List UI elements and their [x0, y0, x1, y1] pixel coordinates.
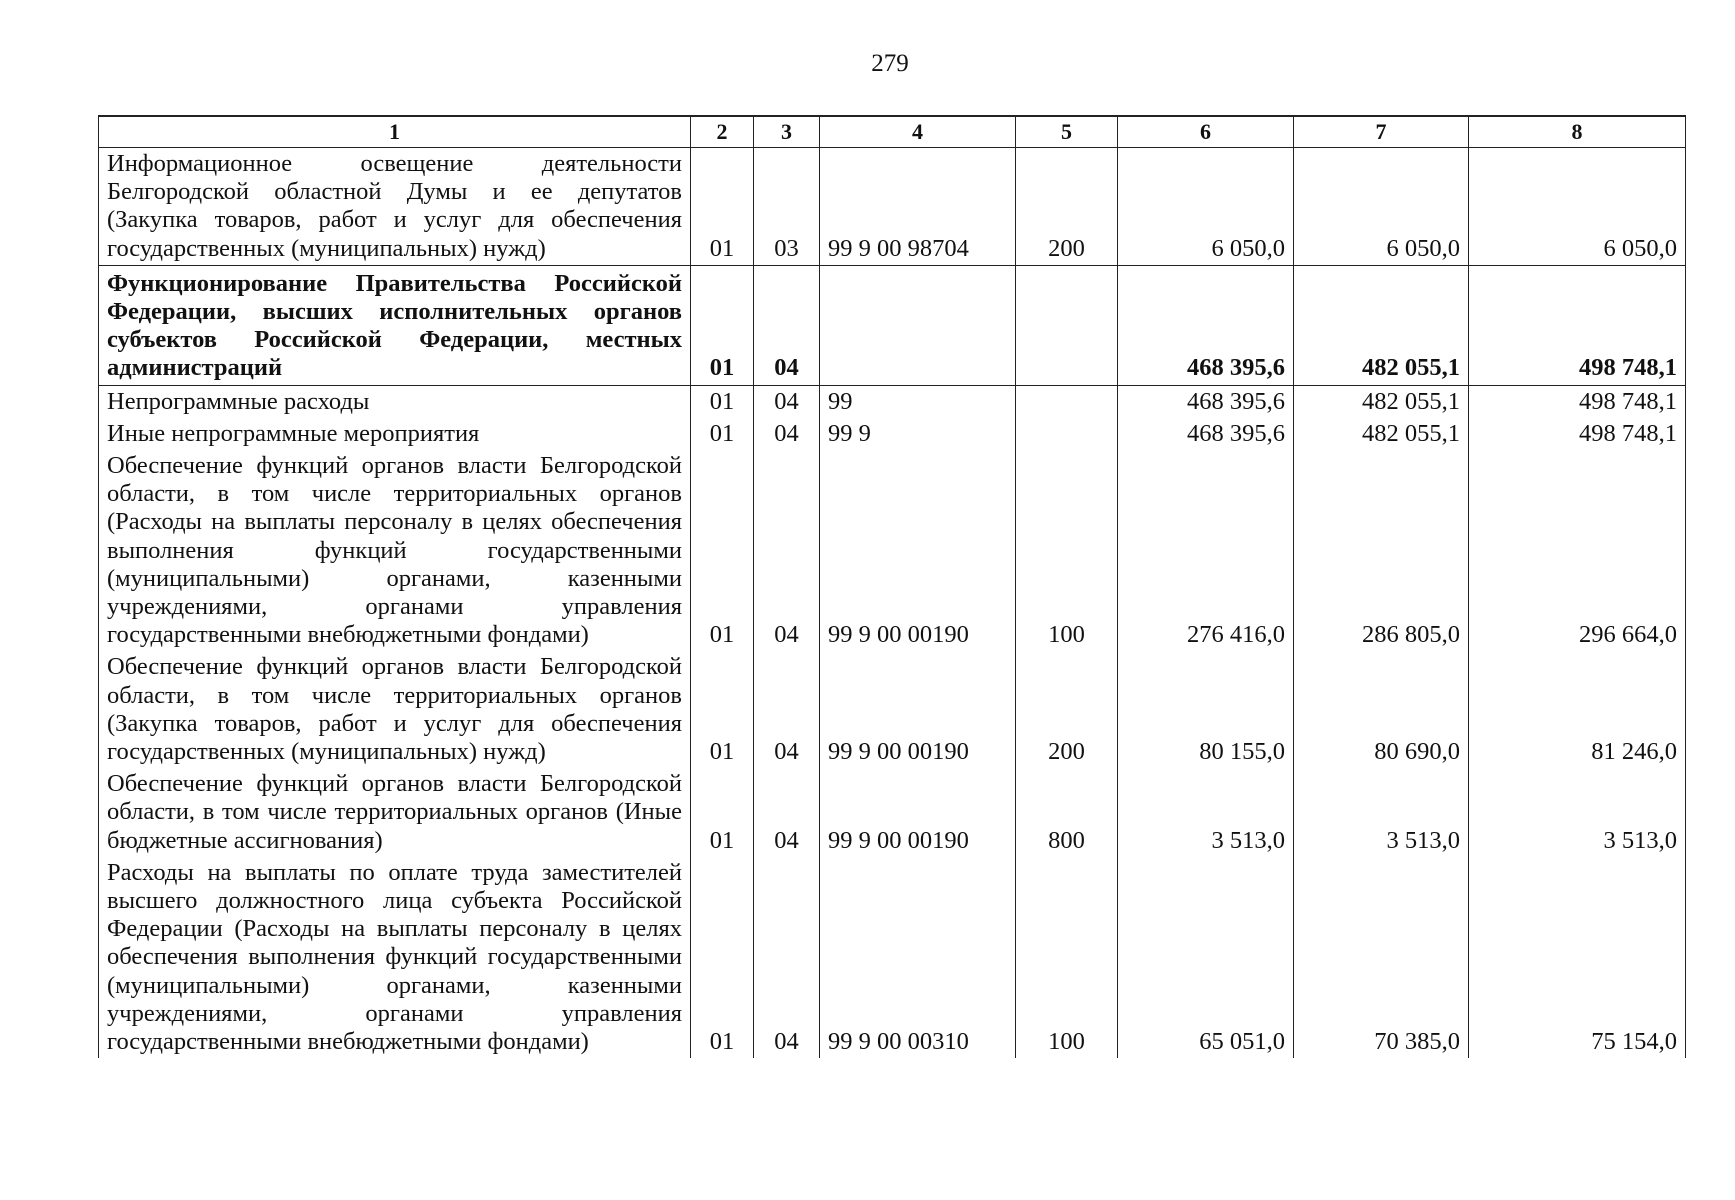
amount-col-8: 498 748,1: [1469, 385, 1686, 418]
row-description: Обеспечение функций органов власти Белгородской области, в том числе территориальных органов (Закупка товаров, работ и услуг для обеспечения государственных (муниципальных) нужд): [99, 651, 691, 768]
target-item-code: 99 9 00 00310: [820, 857, 1016, 1058]
section-code: 01: [691, 651, 754, 768]
table-row: [99, 651, 1686, 768]
amount-col-7: 482 055,1: [1294, 418, 1469, 450]
target-item-code: 99 9 00 00190: [820, 651, 1016, 768]
expense-type-code: 100: [1016, 857, 1118, 1058]
target-item-code: 99 9 00 00190: [820, 768, 1016, 857]
column-header: 1: [99, 116, 691, 148]
amount-col-7: 70 385,0: [1294, 857, 1469, 1058]
subsection-code: 04: [754, 768, 820, 857]
target-item-code: 99 9 00 98704: [820, 148, 1016, 266]
amount-col-8: 3 513,0: [1469, 768, 1686, 857]
subsection-code: 03: [754, 148, 820, 266]
expense-type-code: 200: [1016, 651, 1118, 768]
section-code: 01: [691, 450, 754, 651]
subsection-code: 04: [754, 857, 820, 1058]
column-header: 6: [1118, 116, 1294, 148]
section-code: 01: [691, 418, 754, 450]
table-row: [99, 148, 1686, 266]
table-row: [99, 385, 1686, 418]
section-code: 01: [691, 385, 754, 418]
column-header: 5: [1016, 116, 1118, 148]
amount-col-6: 3 513,0: [1118, 768, 1294, 857]
budget-table: [98, 115, 1686, 1058]
expense-type-code: 800: [1016, 768, 1118, 857]
table-row-section-total: [99, 265, 1686, 385]
column-header: 8: [1469, 116, 1686, 148]
row-description: Информационное освещение деятельности Белгородской областной Думы и ее депутатов (Закупка товаров, работ и услуг для обеспечения государственных (муниципальных) нужд): [99, 148, 691, 266]
table-header-row: [99, 116, 1686, 148]
table-row: [99, 450, 1686, 651]
amount-col-6: 65 051,0: [1118, 857, 1294, 1058]
amount-col-6: 468 395,6: [1118, 265, 1294, 385]
row-description: Расходы на выплаты по оплате труда заместителей высшего должностного лица субъекта Российской Федерации (Расходы на выплаты персоналу в целях обеспечения выполнения функций государственными (муниципальными) органами, казенными учреждениями, органами управления государственными внебюджетными фондами): [99, 857, 691, 1058]
target-item-code: 99 9: [820, 418, 1016, 450]
row-description: Иные непрограммные мероприятия: [99, 418, 691, 450]
target-item-code: 99: [820, 385, 1016, 418]
amount-col-7: 286 805,0: [1294, 450, 1469, 651]
amount-col-8: 296 664,0: [1469, 450, 1686, 651]
amount-col-7: 482 055,1: [1294, 385, 1469, 418]
subsection-code: 04: [754, 651, 820, 768]
amount-col-8: 498 748,1: [1469, 418, 1686, 450]
row-description: Функционирование Правительства Российской Федерации, высших исполнительных органов субъектов Российской Федерации, местных администраций: [99, 265, 691, 385]
amount-col-8: 498 748,1: [1469, 265, 1686, 385]
expense-type-code: 200: [1016, 148, 1118, 266]
column-header: 2: [691, 116, 754, 148]
expense-type-code: 100: [1016, 450, 1118, 651]
amount-col-6: 468 395,6: [1118, 385, 1294, 418]
expense-type-code: [1016, 265, 1118, 385]
subsection-code: 04: [754, 265, 820, 385]
amount-col-6: 468 395,6: [1118, 418, 1294, 450]
amount-col-7: 3 513,0: [1294, 768, 1469, 857]
subsection-code: 04: [754, 418, 820, 450]
target-item-code: 99 9 00 00190: [820, 450, 1016, 651]
target-item-code: [820, 265, 1016, 385]
section-code: 01: [691, 265, 754, 385]
subsection-code: 04: [754, 385, 820, 418]
amount-col-7: 6 050,0: [1294, 148, 1469, 266]
table-row: [99, 857, 1686, 1058]
amount-col-6: 80 155,0: [1118, 651, 1294, 768]
subsection-code: 04: [754, 450, 820, 651]
page-number: 279: [871, 50, 909, 77]
row-description: Обеспечение функций органов власти Белгородской области, в том числе территориальных органов (Расходы на выплаты персоналу в целях обеспечения выполнения функций государственными (муниципальными) органами, казенными учреждениями, органами управления государственными внебюджетными фондами): [99, 450, 691, 651]
section-code: 01: [691, 857, 754, 1058]
section-code: 01: [691, 148, 754, 266]
column-header: 4: [820, 116, 1016, 148]
amount-col-8: 75 154,0: [1469, 857, 1686, 1058]
column-header: 3: [754, 116, 820, 148]
row-description: Обеспечение функций органов власти Белгородской области, в том числе территориальных органов (Иные бюджетные ассигнования): [99, 768, 691, 857]
table-row: [99, 418, 1686, 450]
amount-col-7: 482 055,1: [1294, 265, 1469, 385]
section-code: 01: [691, 768, 754, 857]
amount-col-8: 81 246,0: [1469, 651, 1686, 768]
column-header: 7: [1294, 116, 1469, 148]
expense-type-code: [1016, 385, 1118, 418]
amount-col-6: 6 050,0: [1118, 148, 1294, 266]
amount-col-6: 276 416,0: [1118, 450, 1294, 651]
row-description: Непрограммные расходы: [99, 385, 691, 418]
amount-col-8: 6 050,0: [1469, 148, 1686, 266]
expense-type-code: [1016, 418, 1118, 450]
amount-col-7: 80 690,0: [1294, 651, 1469, 768]
table-row: [99, 768, 1686, 857]
